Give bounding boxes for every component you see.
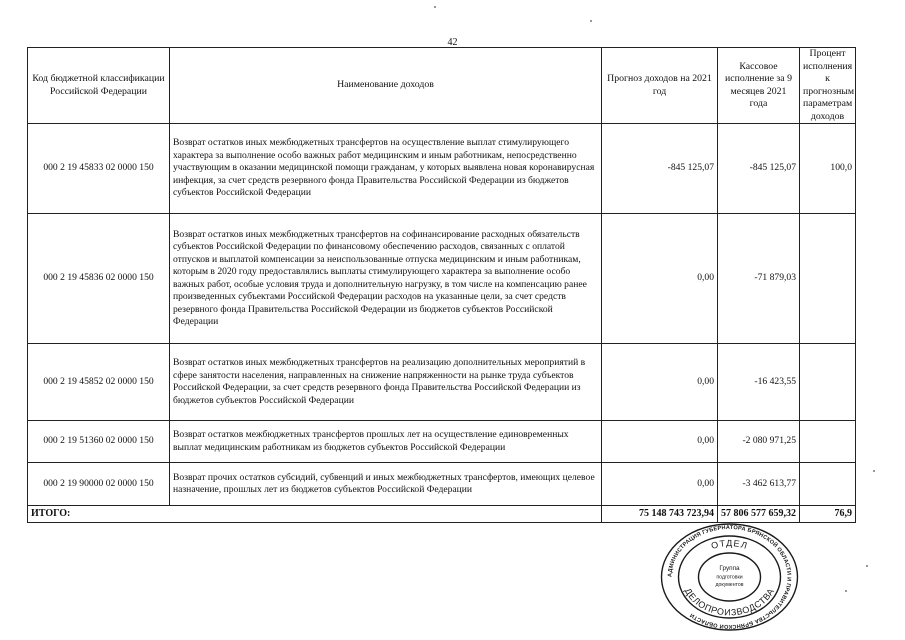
row-execution: -2 080 971,25	[718, 421, 800, 463]
scan-speck	[590, 20, 592, 22]
row-code: 000 2 19 90000 02 0000 150	[28, 463, 170, 506]
table-row	[28, 463, 856, 506]
row-name: Возврат остатков иных межбюджетных трансфертов на реализацию дополнительных мероприятий в сфере занятости населения, направленных на снижение напряженности на рынке труда субъектов Российской Федерации, за счет средств резервного фонда Правительства Российской Федерации из бюджетов субъектов Российской Федерации	[170, 344, 602, 421]
row-forecast: -845 125,07	[602, 124, 718, 214]
scan-speck	[845, 590, 847, 592]
stamp-center-line-3: документов	[715, 582, 744, 588]
total-percent: 76,9	[800, 506, 856, 523]
row-name: Возврат прочих остатков субсидий, субвенций и иных межбюджетных трансфертов, имеющих целевое назначение, прошлых лет из бюджетов субъектов Российской Федерации	[170, 463, 602, 506]
header-name: Наименование доходов	[170, 48, 602, 124]
total-row	[28, 506, 856, 523]
page-number: 42	[447, 37, 458, 48]
row-forecast: 0,00	[602, 214, 718, 344]
row-percent	[800, 344, 856, 421]
row-forecast: 0,00	[602, 463, 718, 506]
header-forecast: Прогноз доходов на 2021 год	[602, 48, 718, 124]
table-row	[28, 214, 856, 344]
stamp-top-word: ОТДЕЛ	[709, 538, 750, 552]
row-execution: -845 125,07	[718, 124, 800, 214]
header-percent: Процент исполнения к прогнозным параметрам доходов	[800, 48, 856, 124]
row-percent	[800, 214, 856, 344]
stamp-ring-text: АДМИНИСТРАЦИЯ ГУБЕРНАТОРА БРЯНСКОЙ ОБЛАСТИ И ПРАВИТЕЛЬСТВА БРЯНСКОЙ ОБЛАСТИ	[667, 524, 792, 630]
stamp-center-line-2: подготовки	[716, 574, 743, 581]
row-code: 000 2 19 51360 02 0000 150	[28, 421, 170, 463]
row-name: Возврат остатков межбюджетных трансфертов прошлых лет на осуществление единовременных выплат медицинским работникам из бюджетов субъектов Российской Федерации	[170, 421, 602, 463]
scan-speck	[873, 470, 875, 472]
stamp-graphic	[656, 522, 803, 632]
row-execution: -16 423,55	[718, 344, 800, 421]
row-code: 000 2 19 45836 02 0000 150	[28, 214, 170, 344]
row-code: 000 2 19 45852 02 0000 150	[28, 344, 170, 421]
svg-text:ДЕЛОПРОИЗВОДСТВА	[683, 586, 776, 617]
stamp-center-line-1: Группа	[719, 565, 740, 572]
header-execution: Кассовое исполнение за 9 месяцев 2021 года	[718, 48, 800, 124]
row-execution: -71 879,03	[718, 214, 800, 344]
row-percent	[800, 463, 856, 506]
table-row	[28, 124, 856, 214]
table-row	[28, 421, 856, 463]
revenue-table	[27, 47, 856, 523]
table-row	[28, 344, 856, 421]
row-name: Возврат остатков иных межбюджетных трансфертов на софинансирование расходных обязательств субъектов Российской Федерации по финансовому обеспечению расходов, связанных с оплатой отпусков и выплатой компенсации за неиспользованные отпуска медицинским и иным работникам, которым в 2020 году предоставлялись выплаты стимулирующего характера за выполнение особо важных работ, особые условия труда и дополнительную нагрузку, в том числе на компенсацию ранее произведенных субъектами Российской Федерации расходов на указанные цели, за счет средств резервного фонда Правительства Российской Федерации из бюджетов субъектов Российской Федерации	[170, 214, 602, 344]
row-forecast: 0,00	[602, 344, 718, 421]
table-header-row	[28, 48, 856, 124]
row-code: 000 2 19 45833 02 0000 150	[28, 124, 170, 214]
row-name: Возврат остатков иных межбюджетных трансфертов на осуществление выплат стимулирующего характера за выполнение особо важных работ медицинским и иным работникам, непосредственно участвующим в оказании медицинской помощи гражданам, у которых выявлена новая коронавирусная инфекция, за счет средств резервного фонда Правительства Российской Федерации из бюджетов субъектов Российской Федерации	[170, 124, 602, 214]
scan-speck	[434, 6, 436, 8]
row-execution: -3 462 613,77	[718, 463, 800, 506]
total-label: ИТОГО:	[28, 506, 602, 523]
row-forecast: 0,00	[602, 421, 718, 463]
header-code: Код бюджетной классификации Российской Федерации	[28, 48, 170, 124]
total-execution: 57 806 577 659,32	[718, 506, 800, 523]
svg-text:ОТДЕЛ	[710, 538, 749, 551]
row-percent: 100,0	[800, 124, 856, 214]
stamp-bottom-word: ДЕЛОПРОИЗВОДСТВА	[682, 586, 777, 618]
total-forecast: 75 148 743 723,94	[602, 506, 718, 523]
row-percent	[800, 421, 856, 463]
office-stamp	[656, 522, 803, 632]
scan-speck	[866, 565, 868, 567]
